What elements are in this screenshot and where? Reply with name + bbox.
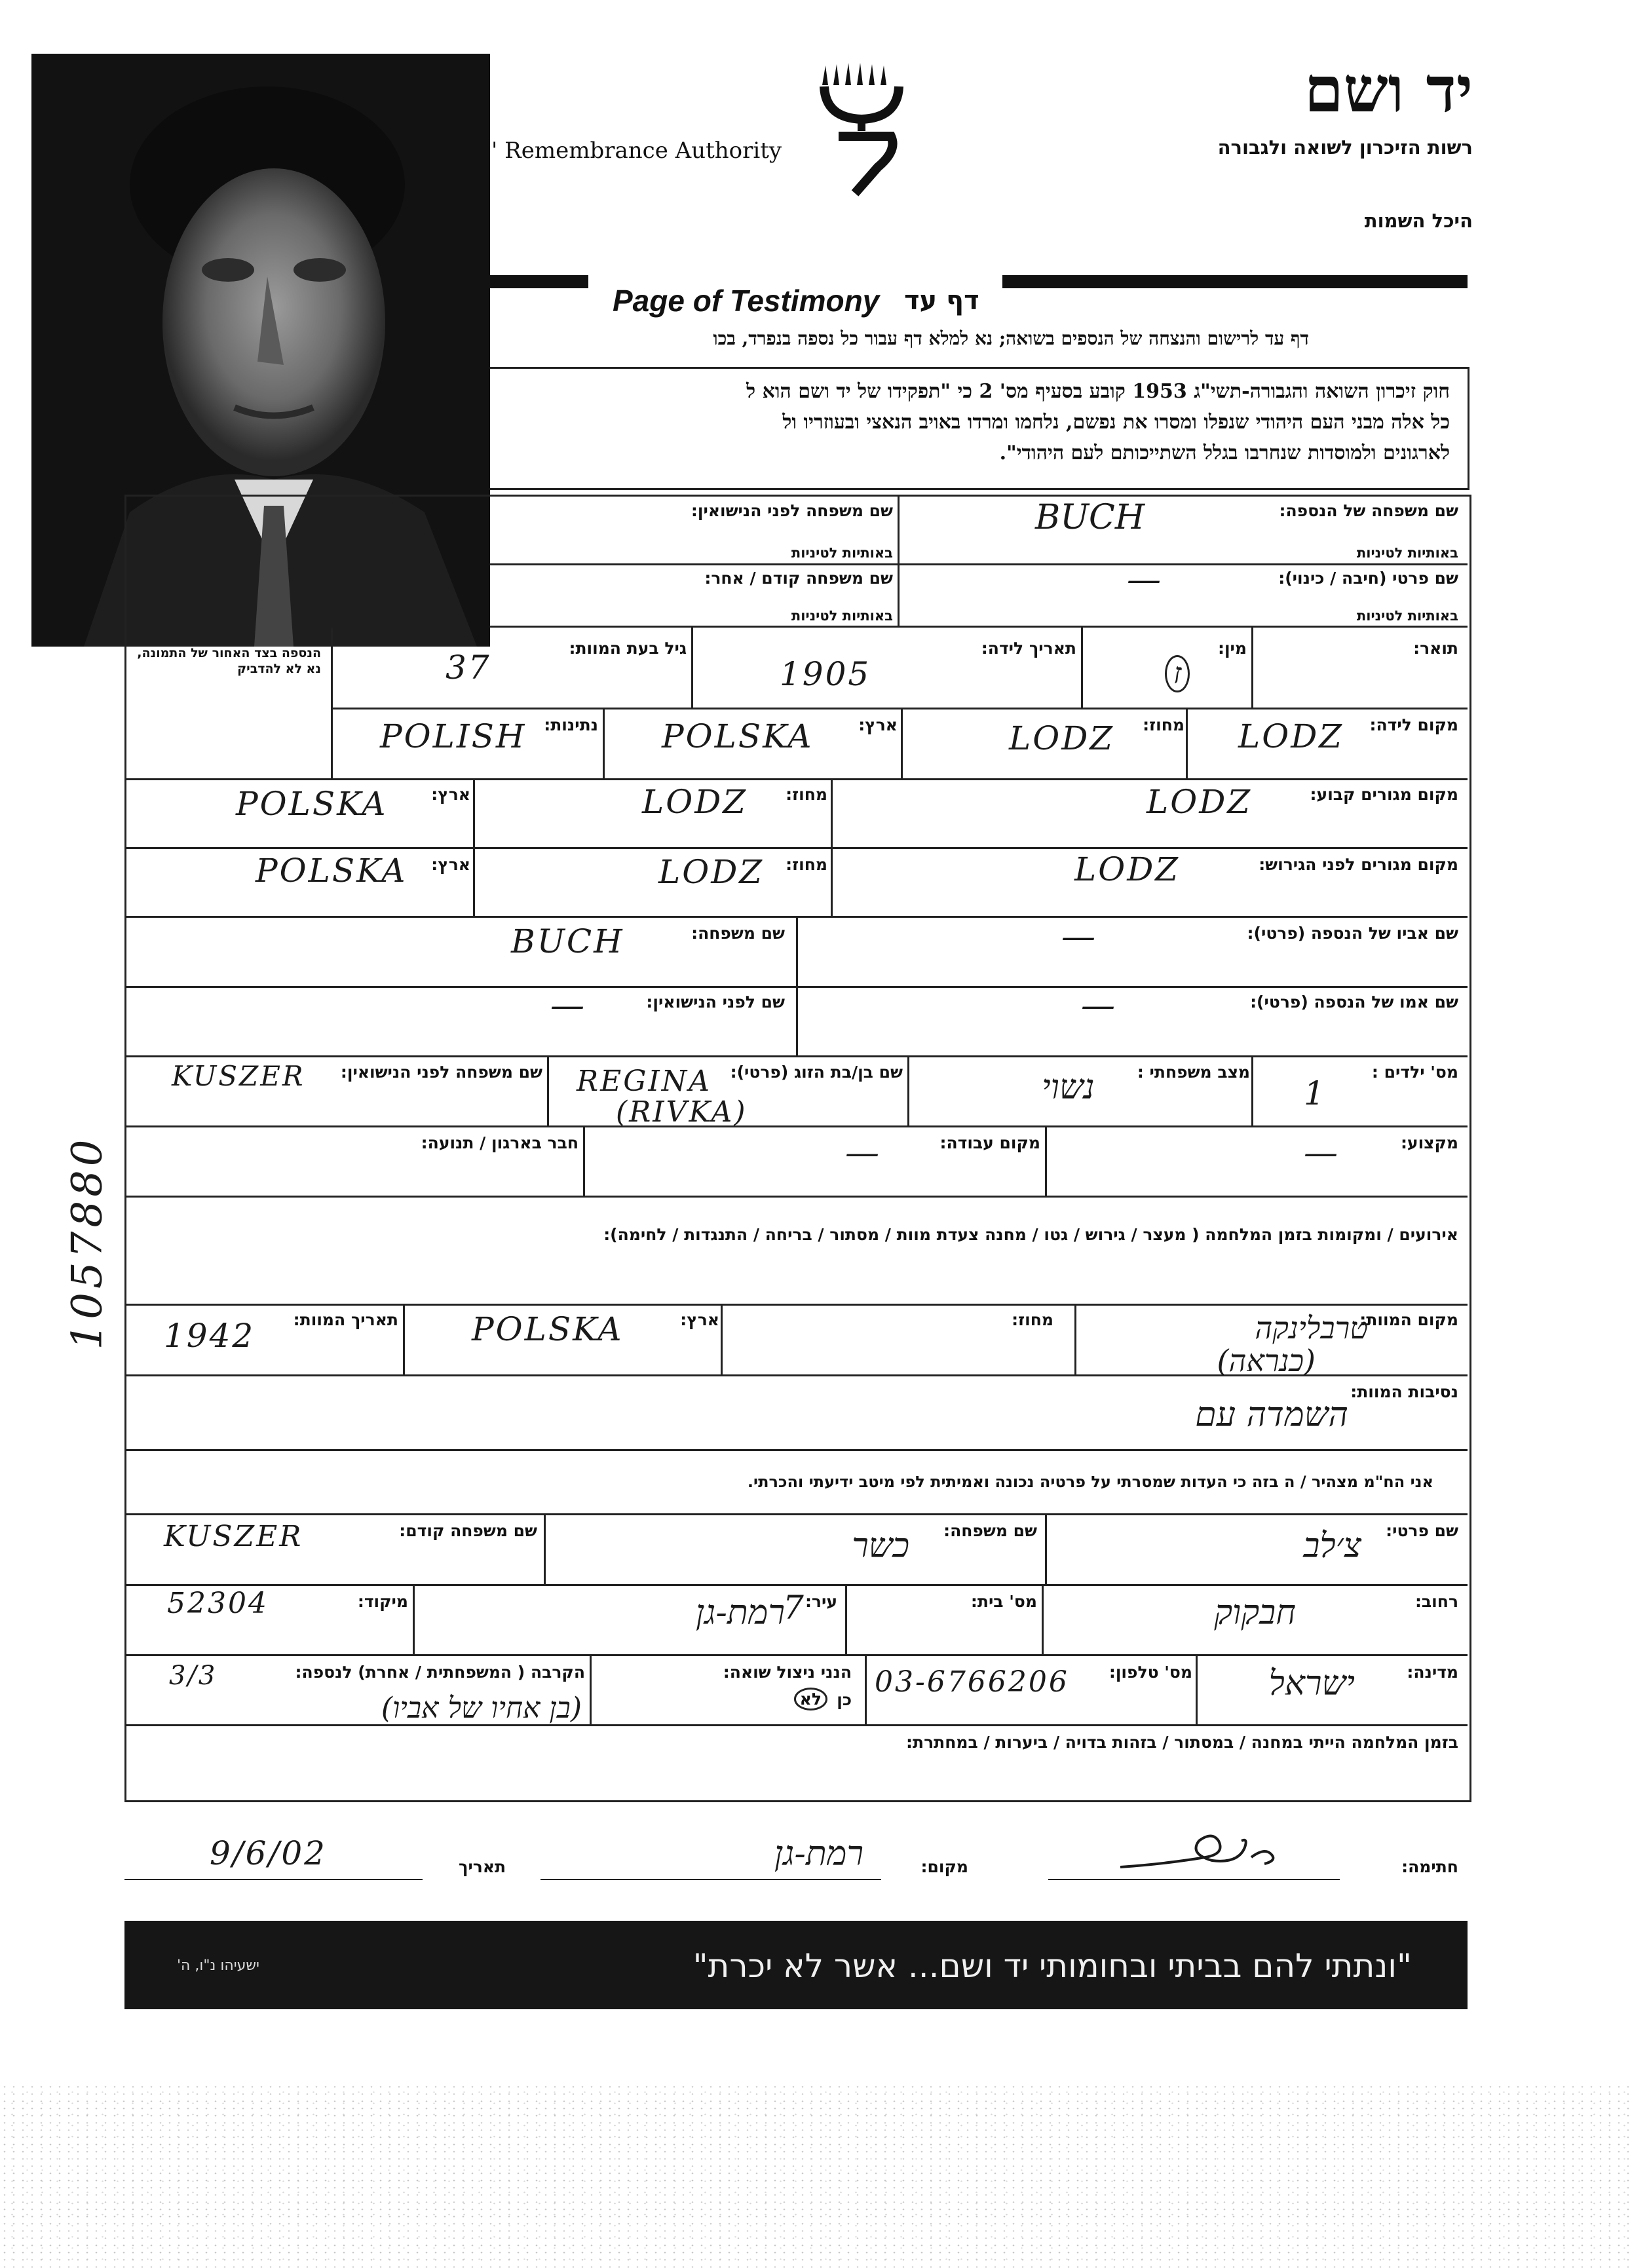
value-mother-first: —	[1081, 986, 1115, 1025]
value-marital-status: נשוי	[1042, 1068, 1095, 1107]
label-gender: מין:	[1217, 639, 1247, 658]
survivor-yes[interactable]: כן	[837, 1690, 852, 1709]
label-workplace: מקום עבודה:	[939, 1133, 1040, 1152]
value-phone: 03-6766206	[875, 1665, 1069, 1699]
value-zip: 52304	[167, 1587, 269, 1620]
label-first-name: שם פרטי (חיבה / כינוי):	[1278, 569, 1458, 588]
value-perm-country: POLSKA	[236, 785, 388, 823]
label-num-children: מס' ילדים :	[1371, 1063, 1458, 1082]
value-perm-district: LODZ	[642, 783, 748, 821]
value-sub-prev: KUSZER	[164, 1520, 303, 1553]
value-birth-place: LODZ	[1238, 717, 1344, 755]
value-spouse-maiden: KUSZER	[172, 1060, 305, 1092]
value-before-place: LODZ	[1074, 850, 1181, 888]
label-father-name: שם אביו של הנספה (פרטי):	[1247, 924, 1458, 943]
label-zip: מיקוד:	[357, 1592, 408, 1611]
label-before-district: מחוז:	[786, 855, 827, 874]
label-house-no: מס' בית:	[970, 1592, 1037, 1611]
value-relation: 3/3	[169, 1661, 218, 1691]
value-death-place-1: טרבלינקה	[1255, 1310, 1368, 1346]
value-profession: —	[1304, 1133, 1338, 1173]
value-before-country: POLSKA	[256, 852, 407, 890]
survivor-no[interactable]: לא	[794, 1688, 827, 1710]
label-perm-country: ארץ:	[431, 785, 470, 804]
label-spouse-name: שם בן/בת הזוג (פרטי):	[730, 1063, 903, 1082]
value-age-death: 37	[445, 649, 491, 687]
label-residence-before: מקום מגורים לפני הגירוש:	[1259, 855, 1458, 874]
title-bar-right	[1002, 275, 1468, 288]
label-wartime: בזמן המלחמה הייתי במחנה / במסתור / בזהות בדויה / ביערות / במחתרת:	[906, 1733, 1458, 1752]
declaration-text: אני הח"מ מצהיר / ה בזה כי העדות שמסרתי על פרטיה נכונה ואמיתית לפי מיטב ידיעתי והכרתי.	[747, 1473, 1433, 1491]
label-family-name: שם משפחה של הנספה:	[1279, 501, 1458, 520]
value-death-date: 1942	[164, 1317, 256, 1355]
footer-quote: "ונתתי להם בביתי ובחומותי יד ושם... אשר לא יכרת"	[692, 1947, 1412, 1985]
label-birth-district: מחוז:	[1143, 715, 1185, 734]
value-state: ישראל	[1268, 1664, 1355, 1703]
law-line-3: לארגונים ולמוסדות שנחרבו בגלל השתייכותם לעם היהודי".	[999, 442, 1450, 464]
value-sub-first: צ׳לב	[1303, 1526, 1361, 1566]
label-org-member: חבר בארגון / תנועה:	[421, 1133, 578, 1152]
label-marital-status: מצב משפחתי :	[1137, 1063, 1250, 1082]
value-father-first: —	[1061, 917, 1095, 956]
label-city: עיר:	[805, 1592, 837, 1611]
signature-mark-icon	[1114, 1828, 1297, 1880]
value-death-place-2: (כנראה)	[1217, 1343, 1316, 1378]
value-first-name: —	[1127, 560, 1161, 599]
label-nationality: נתינות:	[544, 715, 598, 734]
value-birth-date: 1905	[780, 655, 871, 693]
label-profession: מקצוע:	[1400, 1133, 1458, 1152]
label-sub-family: שם משפחה:	[943, 1521, 1037, 1540]
label-death-circumstances: נסיבות המוות:	[1350, 1382, 1458, 1401]
value-city: רמת-גן	[695, 1593, 785, 1633]
value-before-district: LODZ	[658, 853, 765, 891]
scan-noise	[0, 2083, 1630, 2268]
label-place: מקום:	[920, 1857, 968, 1876]
value-death-country: POLSKA	[472, 1310, 624, 1348]
label-death-district: מחוז:	[1012, 1310, 1053, 1329]
value-date: 9/6/02	[210, 1834, 327, 1872]
value-mother-maiden: —	[550, 986, 584, 1025]
label-maiden-name: שם משפחה לפני הנישואין:	[691, 501, 893, 520]
label-prev-name: שם משפחה קודם / אחר:	[704, 569, 893, 588]
value-house-no: 7	[783, 1589, 806, 1627]
label-death-date: תאריך המוות:	[293, 1310, 398, 1329]
value-workplace: —	[845, 1133, 879, 1173]
law-line-2: כל אלה מבני העם היהודי שנפלו ומסרו את נפשם, נלחמו ומרדו באויב הנאצי ובעוזריו ול	[782, 411, 1450, 434]
margin-id: 1057880	[63, 1135, 112, 1350]
value-spouse-first-alt: (RIVKA)	[616, 1095, 748, 1129]
label-spouse-maiden: שם משפחה לפני הנישואין:	[340, 1063, 542, 1082]
label-latin-3: באותיות לטיניות	[1356, 608, 1458, 624]
label-birth-date: תאריך לידה:	[981, 639, 1076, 658]
label-latin-4: באותיות לטיניות	[791, 608, 893, 624]
value-perm-place: LODZ	[1147, 783, 1253, 821]
label-date: תאריך	[459, 1857, 506, 1876]
form-title-en: Page of Testimony	[613, 284, 880, 318]
label-latin-2: באותיות לטיניות	[791, 545, 893, 561]
hall-of-names: היכל השמות	[1364, 210, 1473, 232]
value-birth-country: POLSKA	[662, 717, 814, 755]
label-survivor: הנני ניצול שואה:	[723, 1663, 852, 1682]
label-sub-prev: שם משפחה קודם:	[399, 1521, 537, 1540]
value-street: חבקוק	[1214, 1593, 1296, 1633]
value-birth-district: LODZ	[1009, 719, 1115, 757]
footer-banner	[124, 1921, 1468, 2009]
label-mother-name: שם אמו של הנספה (פרטי):	[1250, 992, 1458, 1011]
form-instructions: דף עד לרישום והנצחה של הנספים בשואה; נא למלא דף עבור כל נספה בנפרד, בכו	[713, 328, 1309, 349]
label-events: אירועים / ומקומות בזמן המלחמה ( מעצר / גירוש / גטו / מחנה צעדת מוות / מסתור / בריחה / התנגדות / לחימה):	[603, 1225, 1458, 1244]
label-signature: חתימה:	[1401, 1857, 1458, 1876]
yad-vashem-logo-icon	[819, 59, 904, 197]
label-street: רחוב:	[1414, 1592, 1458, 1611]
label-relation: הקרבה ( המשפחתית / אחרת) לנספה:	[295, 1663, 585, 1682]
label-mother-maiden: שם לפני הנישואין:	[646, 992, 785, 1011]
label-state: מדינה:	[1407, 1663, 1458, 1682]
value-nationality: POLISH	[380, 717, 527, 755]
yad-vashem-title: יד ושם	[1304, 52, 1473, 126]
label-perm-residence: מקום מגורים קבוע:	[1310, 785, 1458, 804]
photo-note-text: הנספה בצד האחור של התמונה, נא לא להדביק	[137, 646, 321, 676]
authority-english: ' Remembrance Authority	[491, 138, 782, 164]
authority-subtitle-he: רשות הזיכרון לשואה ולגבורה	[1217, 136, 1473, 159]
label-birth-place: מקום לידה:	[1369, 715, 1458, 734]
form-title-he: דף עד	[904, 286, 979, 316]
label-before-country: ארץ:	[431, 855, 470, 874]
value-sub-family: כשר	[852, 1526, 909, 1566]
value-num-children: 1	[1304, 1074, 1327, 1112]
label-birth-country: ארץ:	[858, 715, 898, 734]
label-latin-1: באותיות לטיניות	[1356, 545, 1458, 561]
value-place: רמת-גן	[774, 1834, 863, 1874]
label-sub-first: שם פרטי:	[1386, 1521, 1458, 1540]
value-death-circumstances: השמדה עם	[1195, 1395, 1348, 1435]
label-father-family: שם משפחה:	[691, 924, 785, 943]
label-perm-district: מחוז:	[786, 785, 827, 804]
label-age-death: גיל בעת המוות:	[569, 639, 687, 658]
footer-source: ישעיהו נ"ו, ה'	[177, 1957, 259, 1974]
value-relation-detail: (בן אחיו של אביו)	[381, 1692, 582, 1725]
title-bar-left	[490, 275, 588, 288]
place-line	[540, 1879, 881, 1880]
label-death-country: ארץ:	[680, 1310, 719, 1329]
label-phone: מס' טלפון:	[1109, 1663, 1192, 1682]
label-death-place: מקום המוות:	[1359, 1310, 1458, 1329]
value-gender: ז	[1165, 655, 1190, 692]
label-title: תואר:	[1413, 639, 1458, 658]
law-line-1: חוק זיכרון השואה והגבורה-תשי"ג 1953 קובע בסעיף מס' 2 כי "תפקידו של יד ושם הוא ל	[746, 380, 1450, 403]
date-line	[124, 1879, 423, 1880]
value-father-family: BUCH	[511, 922, 624, 960]
value-spouse-first: REGINA	[577, 1065, 712, 1098]
value-family-name: BUCH	[1035, 498, 1145, 537]
